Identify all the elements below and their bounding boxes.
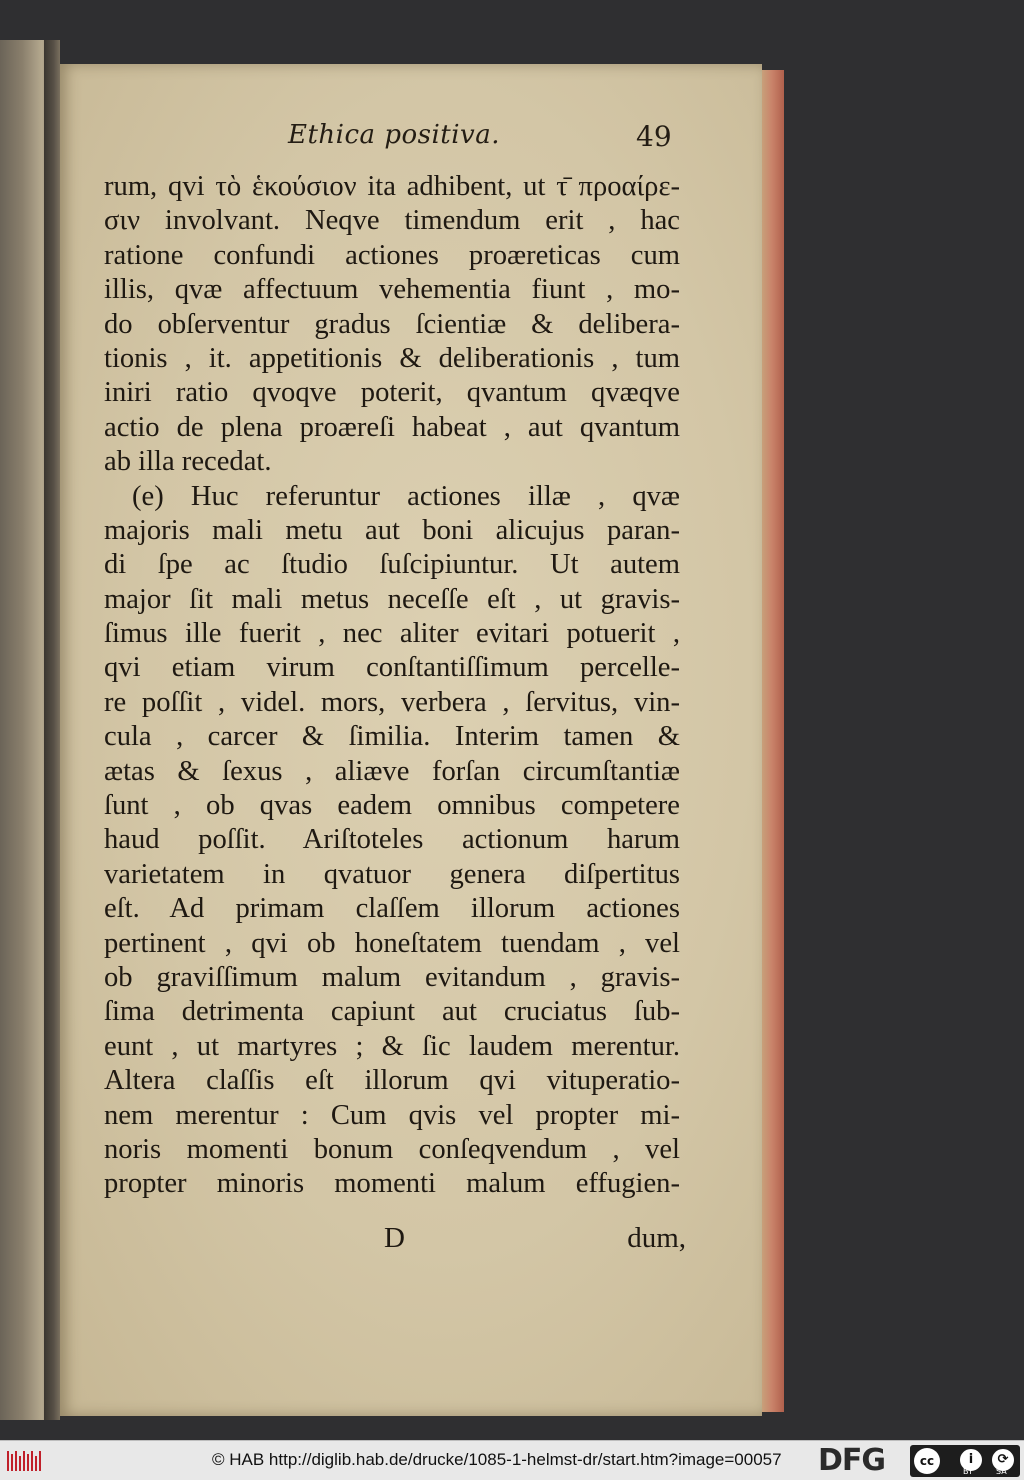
text-line: qvi etiam virum conſtantiſſimum percelle- — [104, 652, 680, 684]
dfg-logo: DFG — [818, 1443, 886, 1478]
text-line: cula , carcer & ſimilia. Interim tamen & — [104, 721, 680, 753]
text-line: varietatem in qvatuor genera diſpertitus — [104, 858, 680, 890]
text-line: eſt. Ad primam claſſem illorum actiones — [104, 893, 680, 925]
hab-barcode-logo[interactable] — [6, 1449, 46, 1473]
text-line: iniri ratio qvoqve poterit, qvantum qvæqve — [104, 377, 680, 409]
text-line: ob graviſſimum malum evitandum , gravis- — [104, 961, 680, 993]
signature-mark: D — [384, 1222, 405, 1254]
text-line: Altera claſſis eſt illorum qvi vituperatio- — [104, 1065, 680, 1097]
running-head: Ethica positiva. — [288, 120, 500, 150]
body-text — [104, 170, 680, 1202]
by-label: BY — [963, 1467, 973, 1476]
text-line: ab illa recedat. — [104, 446, 272, 478]
text-line: major ſit mali metus neceſſe eſt , ut gravis- — [104, 583, 680, 615]
attribution-link[interactable]: © HAB http://diglib.hab.de/drucke/1085-1-helmst-dr/start.htm?image=00057 — [212, 1450, 782, 1469]
text-line: ſimus ille fuerit , nec aliter evitari potuerit , — [104, 618, 680, 650]
text-line: di ſpe ac ſtudio ſuſcipiuntur. Ut autem — [104, 549, 680, 581]
text-line: tionis , it. appetitionis & deliberationis , tum — [104, 342, 680, 374]
text-line: noris momenti bonum conſeqvendum , vel — [104, 1133, 680, 1165]
sa-label: SA — [996, 1467, 1007, 1476]
catchword: dum, — [627, 1222, 686, 1254]
text-line: (e) Huc referuntur actiones illæ , qvæ — [132, 480, 680, 512]
text-line: nem merentur : Cum qvis vel propter mi- — [104, 1099, 680, 1131]
text-line: ſunt , ob qvas eadem omnibus competere — [104, 790, 680, 822]
text-line: actio de plena proæreſi habeat , aut qvantum — [104, 411, 680, 443]
text-line: ſima detrimenta capiunt aut cruciatus ſub- — [104, 996, 680, 1028]
text-line: illis, qvæ affectuum vehementia fiunt , mo- — [104, 274, 680, 306]
text-line: ratione confundi actiones proæreticas cum — [104, 239, 680, 271]
text-line: propter minoris momenti malum effugien- — [104, 1168, 680, 1200]
page-number: 49 — [636, 120, 672, 153]
text-line: rum, qvi τὸ ἑκούσιον ita adhibent, ut τ̄ προαίρε- — [104, 171, 680, 202]
share-alike-icon: ⟳ — [990, 1447, 1016, 1473]
page-foot — [104, 1222, 686, 1258]
text-line: do obſerventur gradus ſcientiæ & delibera- — [104, 308, 680, 340]
text-line: ætas & ſexus , aliæve forſan circumſtantiæ — [104, 755, 680, 787]
cc-icon: cc — [914, 1448, 940, 1474]
text-line: haud poſſit. Ariſtoteles actionum harum — [104, 824, 680, 856]
text-line: σιν involvant. Neqve timendum erit , hac — [104, 205, 680, 237]
footer-bar — [0, 1440, 1024, 1480]
text-line: majoris mali metu aut boni alicujus paran- — [104, 514, 680, 546]
by-attribution-icon: i — [958, 1447, 984, 1473]
cc-license-badge[interactable] — [910, 1445, 1020, 1477]
text-line: eunt , ut martyres ; & ſic laudem merentur. — [104, 1030, 680, 1062]
book-gutter — [44, 40, 60, 1420]
text-line: pertinent , qvi ob honeſtatem tuendam , vel — [104, 927, 680, 959]
red-page-edge — [762, 70, 784, 1412]
text-line: re poſſit , videl. mors, verbera , ſervitus, vin- — [104, 686, 680, 718]
